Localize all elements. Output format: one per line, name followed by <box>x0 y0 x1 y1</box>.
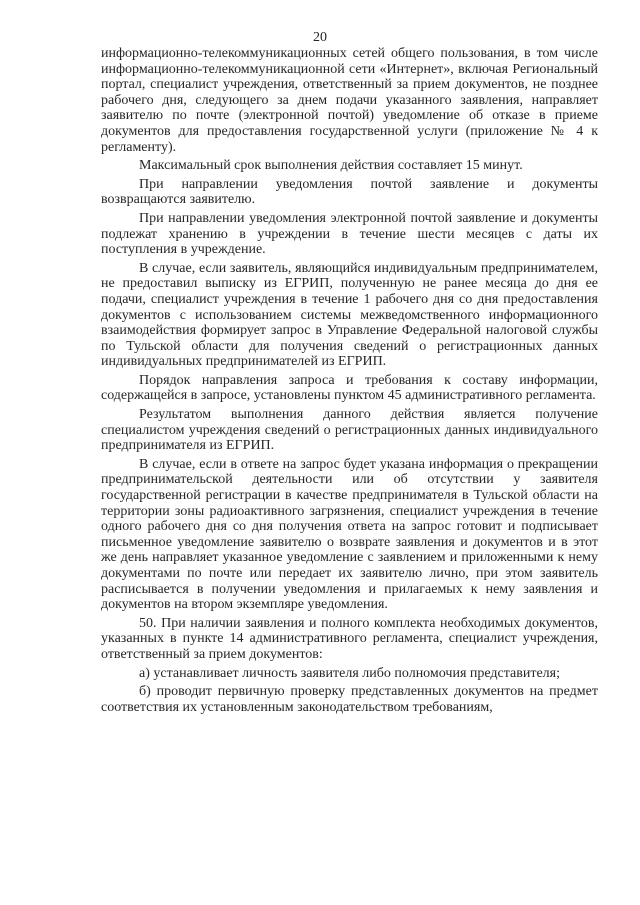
paragraph-3: При направлении уведомления почтой заявление и документы возвращаются заявителю. <box>101 176 598 208</box>
paragraph-6: Порядок направления запроса и требования к составу информации, содержащейся в запросе, установлены пунктом 45 административного регламента. <box>101 372 598 404</box>
body-text <box>101 46 598 718</box>
paragraph-9: 50. При наличии заявления и полного комплекта необходимых документов, указанных в пункте 14 административного регламента, специалист учреждения, ответственный за прием документов: <box>101 615 598 662</box>
paragraph-11: б) проводит первичную проверку представленных документов на предмет соответствия их установленным законодательством требованиям, <box>101 684 598 715</box>
paragraph-4: При направлении уведомления электронной почтой заявление и документы подлежат хранению в учреждении в течение шести месяцев с даты их поступления в учреждение. <box>101 210 598 258</box>
paragraph-7: Результатом выполнения данного действия является получение специалистом учреждения сведений о регистрационных данных индивидуального предпринимателя из ЕГРИП. <box>101 407 598 454</box>
paragraph-5: В случае, если заявитель, являющийся индивидуальным предпринимателем, не предоставил выписку из ЕГРИП, полученную не ранее месяца до дня ее подачи, специалист учреждения в течение 1 рабочего дня со дня предоставления документов с использованием системы межведомственного информационного взаимодействия формирует запрос в Управление Федеральной налоговой службы по Тульской области для получения сведений о регистрационных данных индивидуальных предпринимателей из ЕГРИП. <box>101 260 598 370</box>
page-number: 20 <box>313 30 327 45</box>
paragraph-8: В случае, если в ответе на запрос будет указана информация о прекращении предпринимательской деятельности или об отсутствии у заявителя государственной регистрации в качестве предпринимателя в Тульской области на территории зоны радиоактивного загрязнения, специалист учреждения в течение одного рабочего дня со дня получения ответа на запрос готовит и подписывает письменное уведомление заявителю о возврате заявления и документов и в этот же день направляет указанное уведомление с заявлением и приложенными к нему документами по почте или передает их заявителю лично, при этом заявитель расписывается в получении уведомления и прилагаемых к нему заявления и документов на втором экземпляре уведомления. <box>101 456 598 613</box>
paragraph-2: Максимальный срок выполнения действия составляет 15 минут. <box>139 158 523 174</box>
paragraph-1: информационно-телекоммуникационных сетей общего пользования, в том числе информационно-телекоммуникационной сети «Интернет», включая Региональный портал, специалист учреждения, ответственный за прием документов, не позднее рабочего дня, следующего за днем подачи указанного заявления, направляет заявителю по почте (электронной почтой) уведомление об отказе в приеме документов для предоставления государственной услуги (приложение № 4 к регламенту). <box>101 46 598 155</box>
paragraph-10: а) устанавливает личность заявителя либо полномочия представителя; <box>139 665 560 681</box>
